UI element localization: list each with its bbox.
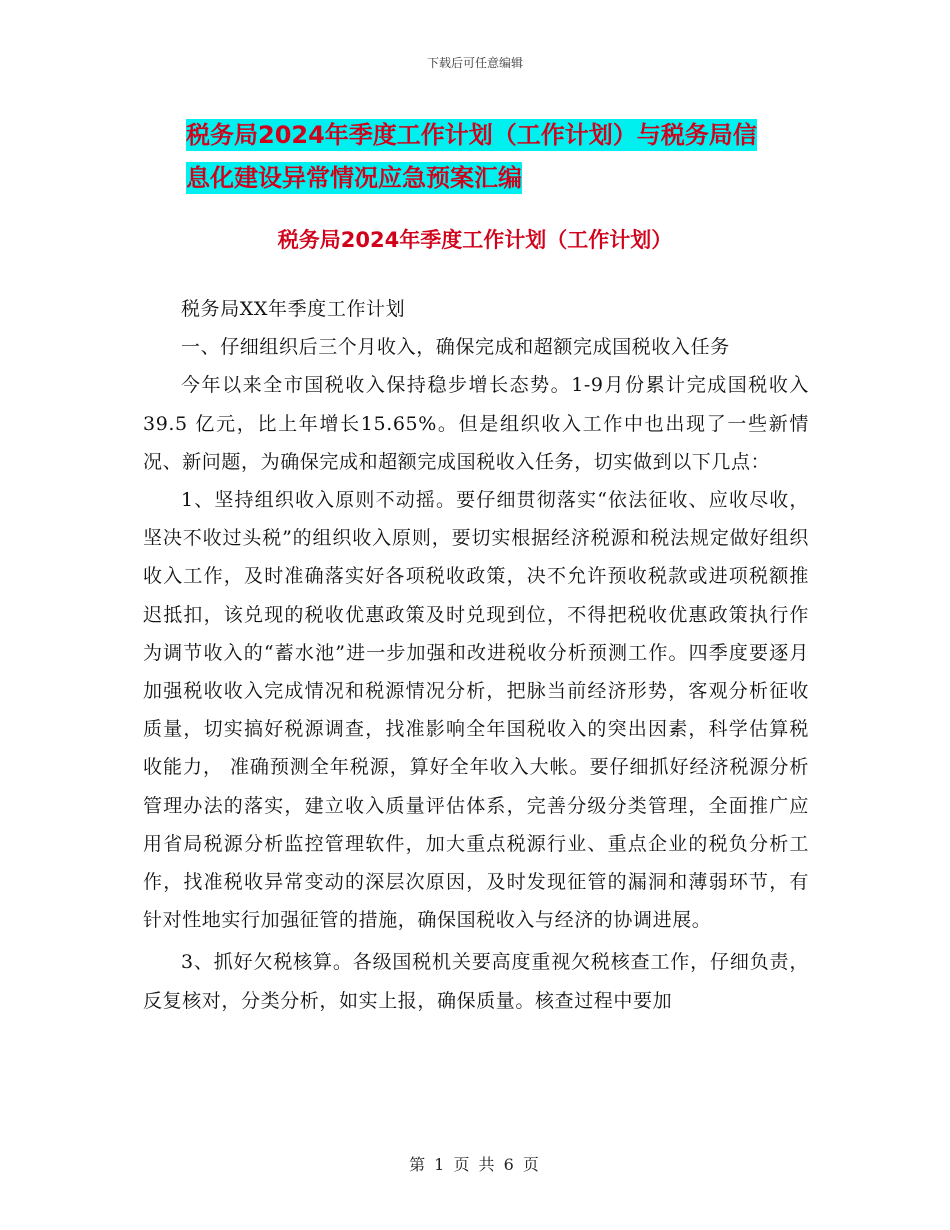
body-paragraph: 1、坚持组织收入原则不动摇。要仔细贯彻落实“依法征收、应收尽收，坚决不收过头税”的组织收入原则，要切实根据经济税源和税法规定做好组织收入工作，及时准确落实好各项税收政策，决不允许预收税款或进项税额推迟抵扣，该兑现的税收优惠政策及时兑现到位，不得把税收优惠政策执行作为调节收入的“蓄水池”进一步加强和改进税收分析预测工作。四季度要逐月加强税收收入完成情况和税源情况分析，把脉当前经济形势，客观分析征收质量，切实搞好税源调查，找准影响全年国税收入的突出因素，科学估算税收能力， 准确预测全年税源，算好全年收入大帐。要仔细抓好经济税源分析管理办法的落实，建立收入质量评估体系，完善分级分类管理，全面推广应用省局税源分析监控管理软件，加大重点税源行业、重点企业的税负分析工作，找准税收异常变动的深层次原因，及时发现征管的漏洞和薄弱环节，有针对性地实行加强征管的措施，确保国税收入与经济的协调进展。 — [143, 489, 809, 932]
body-text — [143, 290, 809, 1020]
document-title-line-1: 税务局2024年季度工作计划（工作计划）与税务局信 — [186, 121, 757, 149]
document-title-line-2: 息化建设异常情况应急预案汇编 — [186, 164, 522, 192]
body-paragraph: 今年以来全市国税收入保持稳步增长态势。1-9月份累计完成国税收入39.5 亿元，比上年增长15.65%。但是组织收入工作中也出现了一些新情况、新问题，为确保完成和超额完成国税收入任务，切实做到以下几点： — [143, 374, 809, 473]
header-note: 下载后可任意编辑 — [426, 56, 523, 70]
section-title: 税务局2024年季度工作计划（工作计划） — [277, 228, 673, 252]
page-number: 第 1 页 共 6 页 — [409, 1155, 541, 1174]
body-paragraph: 一、仔细组织后三个月收入，确保完成和超额完成国税收入任务 — [181, 336, 730, 359]
document-title — [186, 114, 826, 200]
body-paragraph: 3、抓好欠税核算。各级国税机关要高度重视欠税核查工作，仔细负责，反复核对，分类分析，如实上报，确保质量。核查过程中要加 — [143, 951, 809, 1012]
body-paragraph: 税务局XX年季度工作计划 — [181, 298, 406, 320]
